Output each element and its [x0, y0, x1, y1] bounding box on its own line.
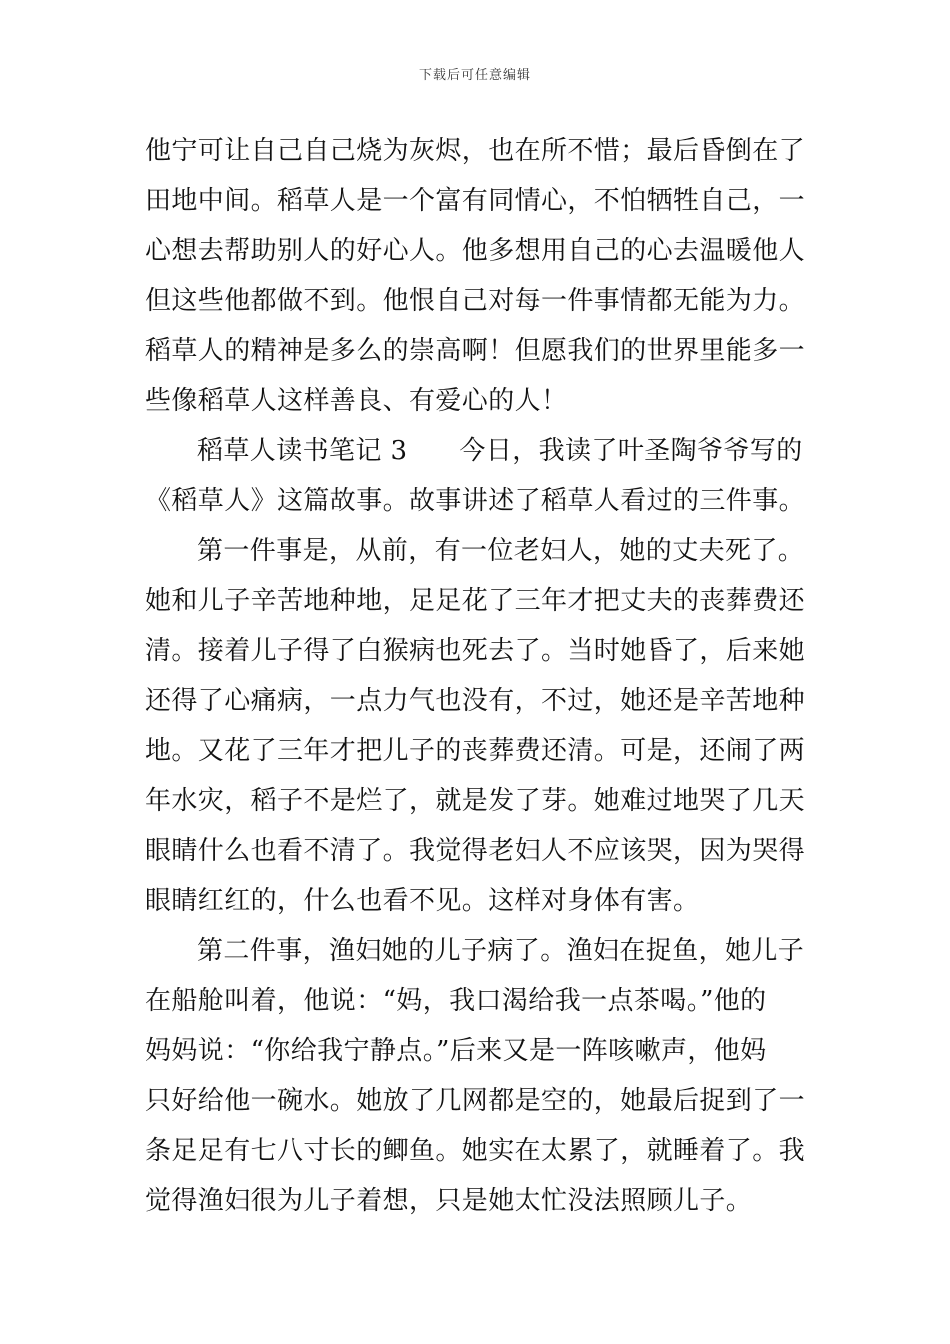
- text-line-content: 稻草人的精神是多么的崇高啊！但愿我们的世界里能多一: [145, 336, 806, 366]
- text-line-content: 只好给他一碗水。她放了几网都是空的，她最后捉到了一: [145, 1086, 806, 1116]
- document-body: [145, 126, 815, 1226]
- text-line: [145, 826, 815, 876]
- text-line: [145, 476, 815, 526]
- text-line: [145, 326, 815, 376]
- text-line: [145, 876, 815, 926]
- text-line: [145, 576, 815, 626]
- text-line-content: 但这些他都做不到。他恨自己对每一件事情都无能为力。: [145, 286, 806, 316]
- page-header: 下载后可任意编辑: [418, 68, 531, 83]
- text-line-content: 妈妈说：“你给我宁静点。”后来又是一阵咳嗽声，他妈: [145, 1036, 767, 1066]
- text-line: [145, 726, 815, 776]
- text-line-content: 田地中间。稻草人是一个富有同情心，不怕牺牲自己，一: [145, 186, 806, 216]
- paragraph-first-line: [145, 526, 815, 576]
- text-line: [145, 276, 815, 326]
- text-line: [145, 1176, 815, 1226]
- text-line-content: 在船舱叫着，他说：“妈，我口渴给我一点茶喝。”他的: [145, 986, 767, 1016]
- text-line-content: 心想去帮助别人的好心人。他多想用自己的心去温暖他人: [145, 236, 806, 266]
- text-line-content: 地。又花了三年才把儿子的丧葬费还清。可是，还闹了两: [145, 736, 806, 766]
- text-line-content: 眼睛什么也看不清了。我觉得老妇人不应该哭，因为哭得: [145, 836, 806, 866]
- text-line-content: 年水灾，稻子不是烂了，就是发了芽。她难过地哭了几天: [145, 786, 806, 816]
- text-line-content: 第二件事，渔妇她的儿子病了。渔妇在捉鱼，她儿子: [197, 936, 805, 966]
- text-line-content: 觉得渔妇很为儿子着想，只是她太忙没法照顾儿子。: [145, 1186, 753, 1216]
- text-line: [145, 1076, 815, 1126]
- text-line: [145, 626, 815, 676]
- text-line-content: 《稻草人》这篇故事。故事讲述了稻草人看过的三件事。: [145, 486, 806, 516]
- section-heading-tail: 今日，我读了叶圣陶爷爷写的: [459, 436, 803, 466]
- section-heading: 稻草人读书笔记 3: [197, 436, 408, 466]
- text-line-content: 还得了心痛病，一点力气也没有，不过，她还是辛苦地种: [145, 686, 806, 716]
- text-line: [145, 776, 815, 826]
- text-line-content: 她和儿子辛苦地种地，足足花了三年才把丈夫的丧葬费还: [145, 586, 806, 616]
- text-line-content: 第一件事是，从前，有一位老妇人，她的丈夫死了。: [197, 536, 805, 566]
- text-line-content: 些像稻草人这样善良、有爱心的人！: [145, 386, 568, 416]
- text-line: [145, 1126, 815, 1176]
- text-line: [145, 176, 815, 226]
- text-line: [145, 376, 815, 426]
- section-heading-line: [145, 426, 815, 476]
- text-line: [145, 226, 815, 276]
- text-line: [145, 1026, 815, 1076]
- text-line: [145, 676, 815, 726]
- text-line-content: 清。接着儿子得了白猴病也死去了。当时她昏了，后来她: [145, 636, 806, 666]
- paragraph-first-line: [145, 926, 815, 976]
- text-line-content: 眼睛红红的，什么也看不见。这样对身体有害。: [145, 886, 700, 916]
- text-line: [145, 976, 815, 1026]
- text-line-content: 他宁可让自己自己烧为灰烬，也在所不惜；最后昏倒在了: [145, 136, 806, 166]
- text-line: [145, 126, 815, 176]
- text-line-content: 条足足有七八寸长的鲫鱼。她实在太累了，就睡着了。我: [145, 1136, 806, 1166]
